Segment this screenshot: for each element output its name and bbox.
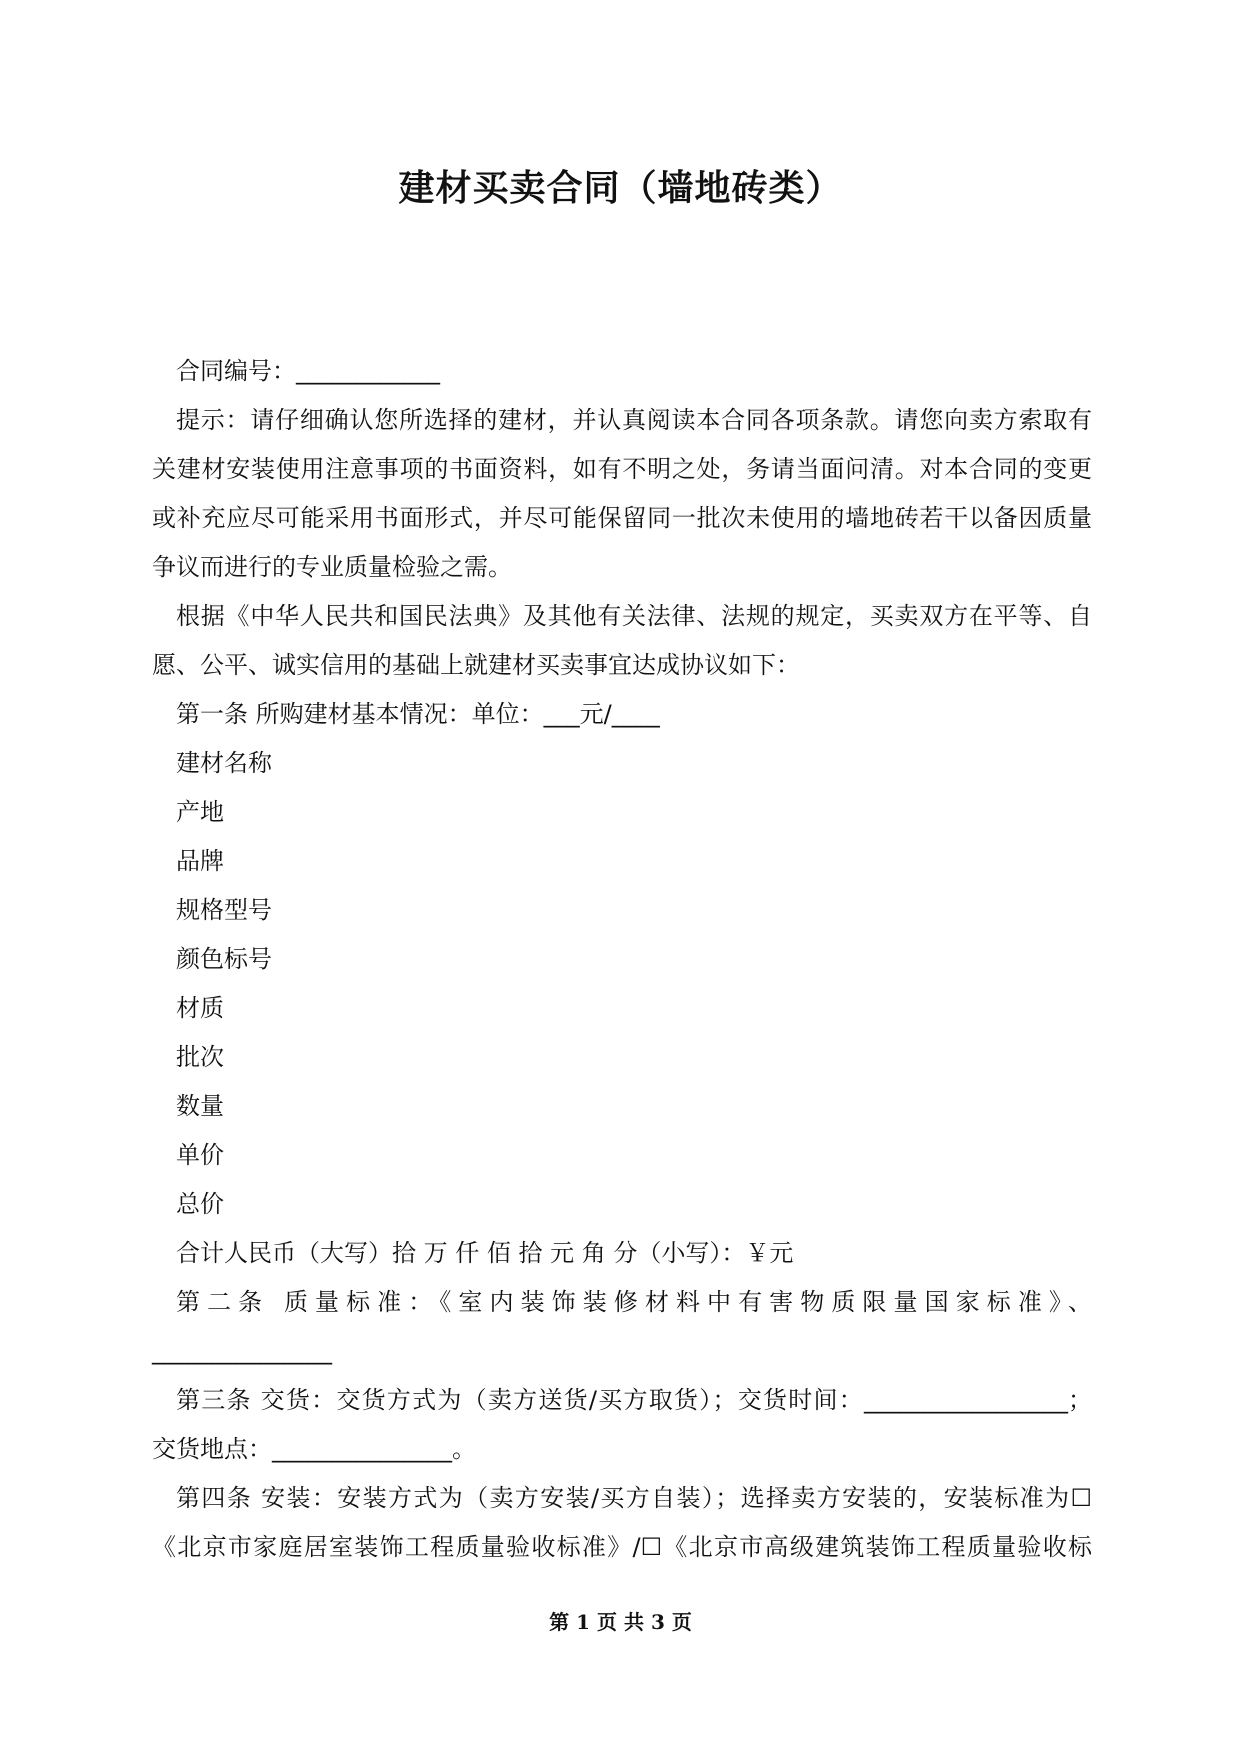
notice-paragraph-line-4: 争议而进行的专业质量检验之需。 bbox=[152, 553, 512, 581]
notice-paragraph-line-1: 提示：请仔细确认您所选择的建材，并认真阅读本合同各项条款。请您向卖方索取有 bbox=[176, 406, 1092, 434]
document-title: 建材买卖合同（墙地砖类） bbox=[398, 168, 843, 209]
item-spec-model: 规格型号 bbox=[176, 896, 272, 924]
item-brand: 品牌 bbox=[176, 847, 224, 875]
contract-number-line: 合同编号：____________ bbox=[176, 357, 440, 385]
basis-paragraph-line-2: 愿、公平、诚实信用的基础上就建材买卖事宜达成协议如下： bbox=[152, 651, 800, 679]
article-3-line-2: 交货地点：_______________。 bbox=[152, 1435, 476, 1463]
total-amount-line: 合计人民币（大写）拾 万 仟 佰 拾 元 角 分（小写）：￥元 bbox=[176, 1239, 794, 1267]
notice-paragraph-line-2: 关建材安装使用注意事项的书面资料，如有不明之处，务请当面问清。对本合同的变更 bbox=[152, 455, 1092, 483]
article-4-line-2: 《北京市家庭居室装饰工程质量验收标准》/☐《北京市高级建筑装饰工程质量验收标 bbox=[152, 1533, 1092, 1561]
item-total-price: 总价 bbox=[176, 1190, 224, 1218]
notice-paragraph-line-3: 或补充应尽可能采用书面形式，并尽可能保留同一批次未使用的墙地砖若干以备因质量 bbox=[152, 504, 1092, 532]
item-unit-price: 单价 bbox=[176, 1141, 224, 1169]
article-3-line-1: 第三条 交货：交货方式为（卖方送货/买方取货）；交货时间：_________________； bbox=[176, 1386, 1092, 1414]
article-1-heading: 第一条 所购建材基本情况：单位：___元/____ bbox=[176, 700, 660, 728]
item-batch: 批次 bbox=[176, 1043, 224, 1071]
article-2-line-1: 第二条 质量标准：《室内装饰装修材料中有害物质限量国家标准》、 bbox=[176, 1288, 1092, 1316]
item-color-code: 颜色标号 bbox=[176, 945, 272, 973]
item-material-name: 建材名称 bbox=[176, 749, 272, 777]
article-4-line-1: 第四条 安装：安装方式为（卖方安装/买方自装）；选择卖方安装的，安装标准为☐ bbox=[176, 1484, 1092, 1512]
page-footer: 第 1 页 共 3 页 bbox=[549, 1610, 692, 1634]
item-quantity: 数量 bbox=[176, 1092, 224, 1120]
item-material: 材质 bbox=[176, 994, 224, 1022]
item-origin: 产地 bbox=[176, 798, 224, 826]
basis-paragraph-line-1: 根据《中华人民共和国民法典》及其他有关法律、法规的规定，买卖双方在平等、自 bbox=[176, 602, 1092, 630]
article-2-line-2: _______________ bbox=[152, 1337, 332, 1365]
